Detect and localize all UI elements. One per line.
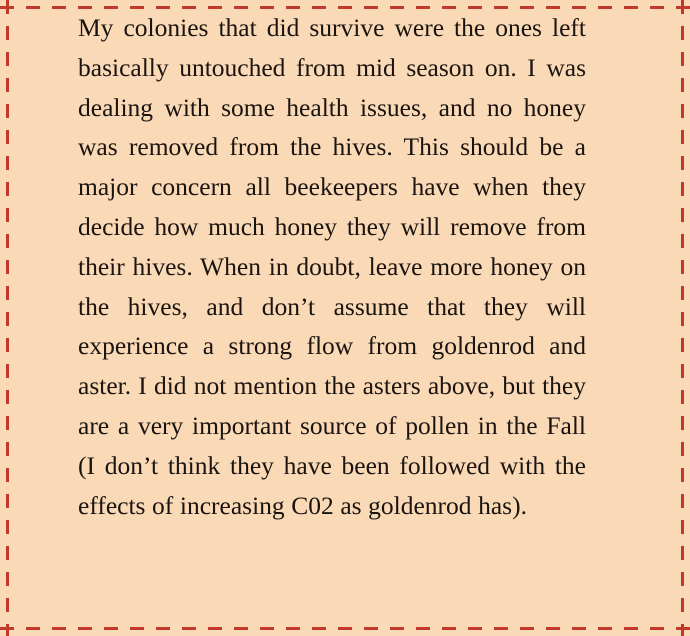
body-paragraph: My colonies that did survive were the ones left basically untouched from mid season on. I was dealing with some health issues, and no honey was removed from the hives. This should be a major concern all beekeepers have when they decide how much honey they will remove from their hives. When in doubt, leave more honey on the hives, and don’t assume that they will experience a strong flow from goldenrod and aster. I did not mention the asters above, but they are a very important source of pollen in the Fall (I don’t think they have been followed with the effects of increasing C02 as goldenrod has).: [78, 13, 586, 520]
border-bottom: [0, 627, 690, 630]
text-block: [78, 8, 586, 525]
border-right: [681, 0, 684, 636]
border-left: [6, 0, 9, 636]
